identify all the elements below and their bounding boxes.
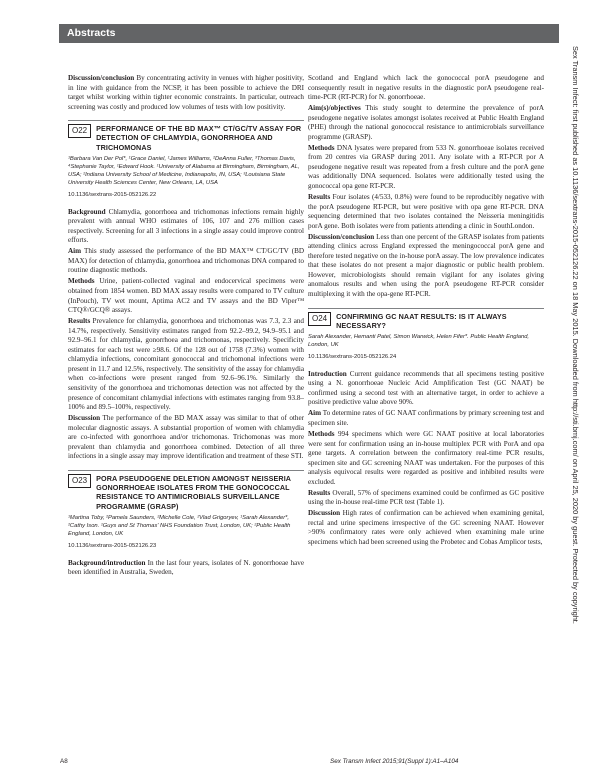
paragraph-text: 994 specimens which were GC NAAT positive at local laboratories were sent for confirmation using an in-house multiplex PCR with PorA and opa gene targets. A correlation between the confirmatory real-time PCR results, specimen site and GC screening NAAT was undertaken. For the purposes of this analysis equivocal results were regarded as positive and inhibited results were excluded. <box>308 430 544 486</box>
abstract-o23 <box>68 470 304 578</box>
abstract-id: O24 <box>308 312 331 326</box>
paragraph-heading: Background <box>68 207 106 216</box>
paragraph <box>68 277 304 315</box>
paragraph-heading: Discussion/conclusion <box>308 232 375 241</box>
abstract-header <box>68 470 304 511</box>
paragraph <box>68 74 304 112</box>
paragraph <box>308 193 544 231</box>
sidebar-after: on April 25, 2020 by guest. Protected by copyright. <box>571 456 580 624</box>
abstract-title: PORA PSEUDOGENE DELETION AMONGST NEISSERIA GONORRHOEAE ISOLATES FROM THE GONOCOCCAL RESISTANCE TO ANTIMICROBIALS SURVEILLANCE PROGRAMME (GRASP) <box>96 473 291 511</box>
paragraph-text: In the last four years, isolates of N. gonorrhoeae have been identified in Australia, Sweden, <box>68 558 304 577</box>
abstract-o22 <box>68 120 304 462</box>
abstract-id: O23 <box>68 474 91 488</box>
paragraph-heading: Aim <box>68 247 82 256</box>
sidebar-before: Sex Transm Infect: first published as 10.1136/sextrans-2015-052126.22 on 18 May 2015. Downloaded from <box>571 46 580 399</box>
abstract-authors: ¹Barbara Van Der Pol*, ¹Grace Daniel, ¹James Williams, ²DeAnna Fuller, ³Thomas Davis, ⁴Stephanie Taylor, ¹Edward Hook. ¹University of Alabama at Birmingham, Birmingham, AL, USA; ²Indiana University School of Medicine, Indianapolis, IN, USA; ³Louisiana State University Health Sciences Center, New Orleans, LA, USA <box>68 156 300 187</box>
sidebar-link[interactable]: http://sti.bmj.com/ <box>571 398 580 457</box>
paragraph <box>308 489 544 508</box>
abstract-doi: 10.1136/sextrans-2015-052126.23 <box>68 543 157 550</box>
paragraph-heading: Results <box>308 488 331 497</box>
paragraph-heading: Results <box>308 193 331 202</box>
paragraph-text: Prevalence for chlamydia, gonorrhoea and trichomonas was 7.3, 2.3 and 14.7%, respectively. Sensitivity estimates ranged from 92.2–99.2, 94.9–95.1 and 92.9–96.1 for chlamydia, gonorrhoea and trichomonas, respectively. Specificity estimates for each test were ≥98.6. Of the 128 out of 1758 (7.3%) women with chlamydia infections, concomitant gonococcal and trichomonal infections were present in 11.7 and 12.5%, respectively. The sensitivity of the assay for chlamydia when co-infections were present ranged from 92.6–96.1%. Similarly the sensitivity of the gonorrhoea and trichomonas detection was not affected by the presence of concomitant chlamydial infections with estimates ranging from 93.8–100% and 89.5–100%, respectively. <box>68 317 304 412</box>
paragraph <box>308 370 544 408</box>
copyright-sidebar <box>560 46 590 746</box>
paragraph-text: Overall, 57% of specimens examined could be confirmed as GC positive using the in-house real-time PCR test (Table 1). <box>308 488 544 507</box>
paragraph <box>308 509 544 547</box>
paragraph-text: This study sought to determine the prevalence of porA pseudogene negative isolates amongst isolates received at Public Health England (PHE) through the national gonococcal resistance to antimicrobials surveillance programme (GRASP). <box>308 104 544 141</box>
paragraph-text: Current guidance recommends that all specimens testing positive using a N. gonorrhoeae Nucleic Acid Amplification Test (GC NAAT) be confirmed using a second test with an alternative target, in order to achieve a positive predictive value above 90%. <box>308 369 544 407</box>
paragraph-text: The performance of the BD MAX assay was similar to that of other molecular diagnostic assays. A substantial proportion of women with chlamydia are co-infected with gonorrhoea and/or trichomonas. Trichomonas was more prevalent than chlamydia and gonorrhoea combined. Detection of all three infections in a single assay may improve identification and treatment of these STI. <box>68 414 304 461</box>
paragraph-text: To determine rates of GC NAAT confirmations by primary screening test and specimen site. <box>308 409 544 427</box>
paragraph-text: Less than one percent of the GRASP isolates from patients attending clinics across England expressed the meningococcal porA gene and therefore tested negative on the in-house porA assay. The low prevalence indicates that these isolates do not present a major diagnostic or public health problem. However, microbiologists should remain vigilant for any isolates giving anomalous results and when using the porA pseudogene RT-PCR consider multiplexing it with the opa-gene RT-PCR. <box>308 232 544 299</box>
journal-citation: Sex Transm Infect 2015;91(Suppl 1):A1–A104 <box>330 758 459 765</box>
paragraph-heading: Introduction <box>308 369 347 378</box>
abstract-authors: ¹Martina Toby, ²Pamela Saunders, ²Michelle Cole, ²Vlad Grigoryev, ¹Sarah Alexander*, ²Cathy Ison. ¹Guys and St Thomas' NHS Foundation Trust, London, UK; ²Public Health England, London, UK <box>68 515 291 538</box>
abstract-body <box>308 370 544 548</box>
right-continuation <box>308 74 544 300</box>
paragraph-heading: Aim(s)/objectives <box>308 104 361 113</box>
abstract-id: O22 <box>68 124 91 138</box>
paragraph-text: Four isolates (4/533, 0.8%) were found to be reproducibly negative with the porA pseudogene RT-PCR, but were positive with opa gene RT-PCR. DNA sequencing determined that two isolates contained the Neisseria meningitidis porA gene. Both isolates were from patients attending a clinic in SouthLondon. <box>308 193 544 230</box>
right-column <box>308 74 544 554</box>
paragraph-text: DNA lysates were prepared from 533 N. gonorrhoeae isolates received from 20 centres via GRASP during 2011. Any isolate with a RT-PCR por A pseudogene negative result was repeated from a fresh culture and the porA gene was additionally DNA sequenced. Isolates were additionally tested using the gonococcal opa gene RT-PCR. <box>308 143 544 191</box>
abstract-title: PERFORMANCE OF THE BD MAX™ CT/GC/TV ASSAY FOR DETECTION OF CHLAMYDIA, GONORRHOEA AND TRICHOMONAS <box>96 124 302 152</box>
left-column <box>68 74 304 584</box>
paragraph-heading: Aim <box>308 409 322 418</box>
paragraph <box>308 104 544 142</box>
paragraph <box>68 208 304 246</box>
paragraph <box>308 430 544 487</box>
paragraph <box>68 414 304 462</box>
abstract-body <box>68 559 304 578</box>
paragraph <box>308 74 544 103</box>
paragraph-text: High rates of confirmation can be achieved when examining genital, rectal and urine specimens irrespective of the GC screening NAAT. However >90% confirmatory rates were only achieved when examining male urine specimens which had been screened using the Probetec and Cobas Amplicor tests, <box>308 509 544 547</box>
paragraph-heading: Methods <box>308 143 335 152</box>
paragraph <box>308 144 544 192</box>
abstract-doi: 10.1136/sextrans-2015-052126.24 <box>308 354 397 361</box>
page-number: A8 <box>60 758 68 765</box>
abstract-header <box>308 308 544 331</box>
paragraph-heading: Discussion/conclusion <box>68 74 135 82</box>
abstract-header <box>68 120 304 152</box>
abstract-body <box>68 208 304 462</box>
paragraph-heading: Methods <box>68 277 95 286</box>
paragraph-text: Scotland and England which lack the gonococcal porA pseudogene and consequently result in negative results in the diagnostic porA pseudogene real-time-PCR (RT-PCR) for N. gonorrhoeae. <box>308 74 544 102</box>
paragraph <box>308 233 544 300</box>
paragraph-heading: Methods <box>308 430 335 438</box>
paragraph-text: Urine, patient-collected vaginal and endocervical specimens were obtained from 1854 women. BD MAX assay results were compared to TV culture (InPouch), TV wet mount, Aptima AC2 and TV assays and the BD Viper™ CTQ®/GCQ® assays. <box>68 277 304 315</box>
paragraph <box>68 317 304 412</box>
paragraph-text: This study assessed the performance of the BD MAX™ CT/GC/TV (BD MAX) for detection of chlamydia, gonorrhoea and trichomonas DNA compared to routine diagnostic methods. <box>68 247 304 275</box>
section-banner: Abstracts <box>59 24 559 43</box>
paragraph <box>68 247 304 276</box>
abstract-doi: 10.1136/sextrans-2015-052126.22 <box>68 192 157 199</box>
paragraph <box>308 409 544 428</box>
sidebar-text <box>571 46 580 624</box>
left-intro <box>68 74 304 112</box>
paragraph-heading: Discussion <box>308 509 341 518</box>
paragraph-heading: Background/introduction <box>68 558 146 567</box>
abstract-title: CONFIRMING GC NAAT RESULTS: IS IT ALWAYS NECESSARY? <box>336 311 507 330</box>
paragraph-text: By concentrating activity in venues with higher positivity, in line with guidance from the NCSP, it has been possible to achieve the DRI target whilst working within tighter economic constraints. In particular, outreach screening was costly and produced low volumes of tests with low positivity. <box>68 74 304 111</box>
paragraph-heading: Results <box>68 317 91 326</box>
paragraph-text: Chlamydia, gonorrhoea and trichomonas infections remain highly prevalent with annual WHO estimates of 106, 107 and 276 million cases respectively. Screening for all 3 infections in a single assay could improve control efforts. <box>68 207 304 245</box>
paragraph-heading: Discussion <box>68 414 101 423</box>
abstract-o24 <box>308 308 544 548</box>
paragraph <box>68 559 304 578</box>
abstract-authors: Sarah Alexander, Hemanti Patel, Simon Warwick, Helen Fifer*. Public Health England, London, UK <box>308 334 530 349</box>
